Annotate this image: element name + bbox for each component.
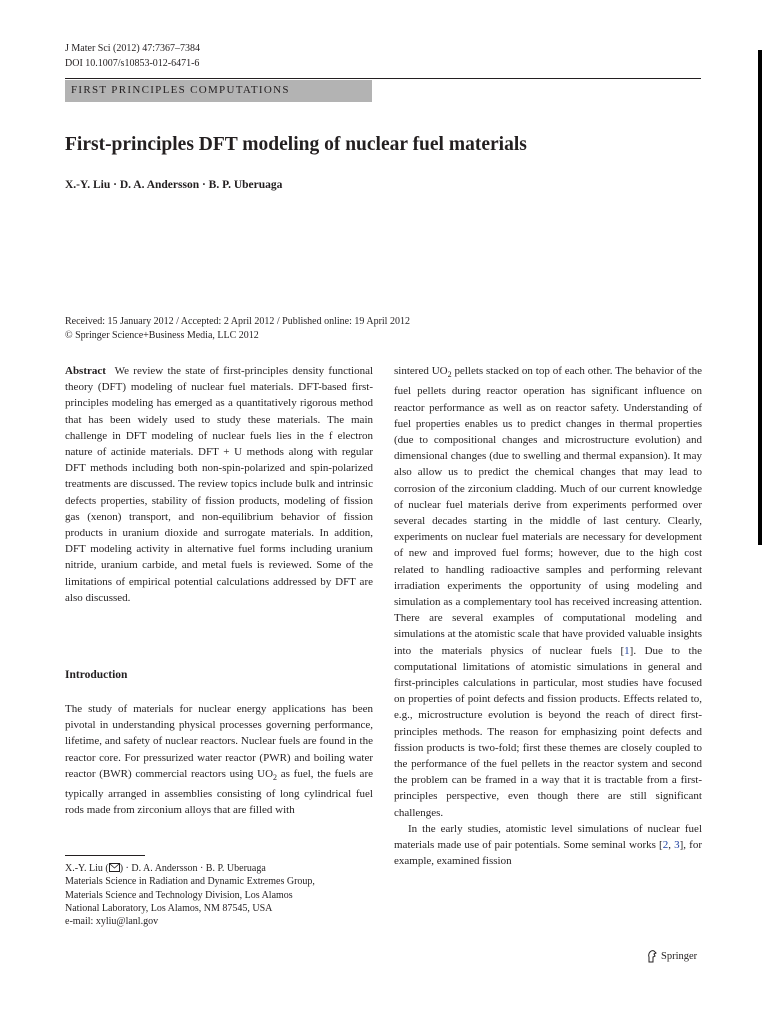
footnote-author: X.-Y. Liu ( <box>65 863 109 874</box>
footnote-affiliation-2: Materials Science and Technology Division, Los Alamos <box>65 889 293 901</box>
publication-dates <box>65 315 410 343</box>
citation-link-1[interactable]: 1 <box>624 644 630 657</box>
section-label: FIRST PRINCIPLES COMPUTATIONS <box>71 84 290 96</box>
right-text-b: pellets stacked on top of each other. The behavior of the fuel pellets during reactor operation has significant influence on reactor performance as well as on reactor safety. Understanding of fuel properties enables us to predict changes in thermal properties (due to compositional changes and microstructure evolution) and dimensional changes (due to swelling and thermal expansion). It may also allow us to predict the chemical changes that may lead to corrosion of the zirconium cladding. Much of our current knowledge of nuclear fuel materials derive from experiments performed over several decades starting in the middle of last century. Clearly, experiments on nuclear fuel materials are necessary for development of new and improved fuel forms; however, due to the high cost related to handling radioactive samples and performing relevant irradiation experiments the opportunity of using modeling and simulation as a complementary tool has received increasing attention. There are several examples of computational modeling and simulations at the atomistic scale that have provided valuable insights into the materials physics of nuclear fuels [ <box>394 365 703 657</box>
author-affiliation-footnote <box>65 862 315 928</box>
footnote-coauthors: ) · D. A. Andersson · B. P. Uberuaga <box>119 863 266 874</box>
citation-separator: , <box>668 839 675 852</box>
journal-citation: J Mater Sci (2012) 47:7367–7384 <box>65 43 200 54</box>
article-title: First-principles DFT modeling of nuclear fuel materials <box>65 134 527 155</box>
right-subscript: 2 <box>447 370 452 380</box>
footnote-rule <box>65 855 145 856</box>
page-edge-bar <box>758 50 762 545</box>
header-rule <box>65 78 701 79</box>
footnote-affiliation-3: National Laboratory, Los Alamos, NM 87545, USA <box>65 902 273 914</box>
author-list: X.-Y. Liu · D. A. Andersson · B. P. Uberuaga <box>65 179 283 191</box>
abstract-block <box>65 363 373 606</box>
envelope-icon <box>109 863 120 872</box>
right-text-c: ]. Due to the computational limitations of atomistic simulations in general and first-principles calculations in particular, most studies have focused on properties of point defects and fission products. Effects related to, e.g., microstructure evolution is beyond the reach of direct first-principles methods. The reason for emphasizing point defects and fission products is two-fold; first these themes are closely coupled to the performance of the fuel pellets in the reactor system and second the problem can be framed in a way that it is tractable from a first-principles perspective, even though there are still significant challenges. <box>394 644 702 819</box>
springer-horse-icon <box>646 950 658 963</box>
abstract-label: Abstract <box>65 365 106 377</box>
doi[interactable]: DOI 10.1007/s10853-012-6471-6 <box>65 58 200 69</box>
citation-link-2[interactable]: 2 <box>662 839 669 852</box>
footnote-email[interactable]: e-mail: xyliu@lanl.gov <box>65 916 159 928</box>
intro-text-b: as fuel, the fuels are typically arranged in assemblies consisting of long cylindrical fuel rods made from zirconium alloys that are filled with <box>65 767 373 817</box>
intro-subscript: 2 <box>273 773 278 782</box>
footnote-affiliation-1: Materials Science in Radiation and Dynamic Extremes Group, <box>65 876 315 888</box>
right-text-d: In the early studies, atomistic level simulations of nuclear fuel materials made use of pair potentials. Some seminal works [ <box>394 822 702 852</box>
introduction-paragraph <box>65 701 373 819</box>
dates-line: Received: 15 January 2012 / Accepted: 2 April 2012 / Published online: 19 April 2012 <box>65 316 410 327</box>
copyright-line: © Springer Science+Business Media, LLC 2012 <box>65 330 259 341</box>
abstract-text: We review the state of first-principles density functional theory (DFT) modeling of nuclear fuel materials. DFT-based first-principles modeling has emerged as a quantitatively rigorous method that has been widely used to study these materials. The main challenge in DFT modeling of nuclear fuels lies in the f electron nature of actinide materials. DFT + U methods along with regular DFT methods including both non-spin-polarized and spin-polarized treatments are discussed. The review topics include bulk and intrinsic defects properties, stability of fission products, modeling of fission gas (xenon) transport, and non-equilibrium behavior of fission products in uranium dioxide and surrogate materials. In addition, DFT modeling activity in alternative fuel forms including uranium nitride, uranium carbide, and metal fuels is reviewed. Some of the limitations of empirical potential calculations addressed by DFT are also discussed. <box>65 365 374 604</box>
citation-link-3[interactable]: 3 <box>674 839 680 852</box>
right-text-e: ], for example, examined fission <box>394 839 703 868</box>
intro-text-a: The study of materials for nuclear energy applications has been pivotal in understanding physical processes governing performance, lifetime, and safety of nuclear reactors. Nuclear fuels are found in the reactor core. For pressurized water reactor (PWR) and boiling water reactor (BWR) commercial reactors using UO <box>65 703 373 780</box>
right-text-a: sintered UO <box>394 365 448 377</box>
publisher-logo <box>646 950 697 963</box>
publisher-name: Springer <box>661 951 698 962</box>
section-band <box>65 80 372 102</box>
introduction-heading: Introduction <box>65 669 128 681</box>
right-column-text <box>394 363 702 869</box>
